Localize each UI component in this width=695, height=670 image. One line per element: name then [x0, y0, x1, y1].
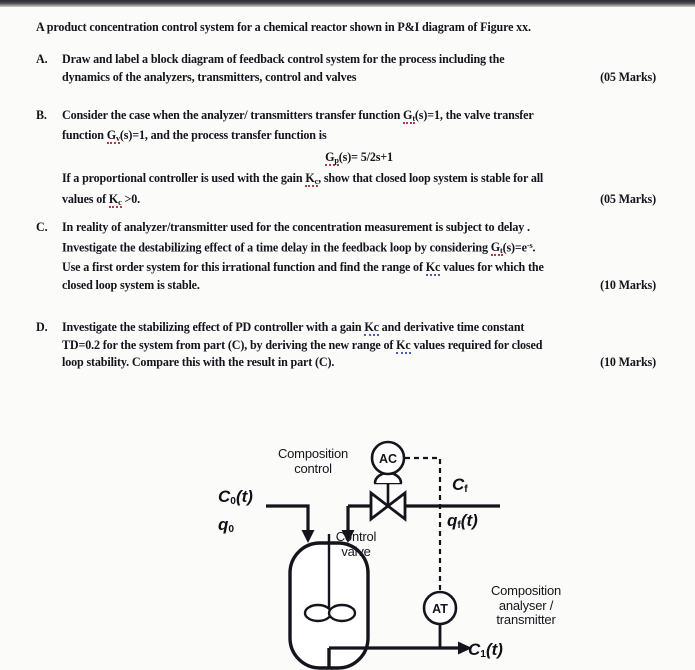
var-c1-subscript: 1	[480, 649, 486, 661]
gv-subscript: v	[115, 134, 120, 144]
question-label-c: C.	[36, 220, 48, 234]
var-qf-arg: (t)	[460, 511, 478, 530]
transfer-function-gv	[107, 128, 120, 144]
question-c-line4: closed loop system is stable.	[62, 277, 200, 292]
question-b-line4-post: >0.	[121, 191, 141, 206]
question-b-line1-pre: Consider the case when the analyzer/ transmitters transfer function	[62, 108, 404, 122]
question-d-line3: loop stability. Compare this with the result in part (C).	[62, 355, 335, 369]
feed-inlet-pipe	[266, 506, 308, 530]
variable-qf	[447, 511, 478, 531]
kc-symbol-2: K	[108, 191, 119, 206]
question-b-marks: (05 Marks)	[600, 191, 656, 206]
label-control-valve	[306, 530, 406, 559]
gain-kc-b1	[305, 171, 318, 187]
gp-subscript: p	[334, 155, 339, 165]
scan-top-band	[0, 0, 695, 7]
var-c1-symbol: C	[468, 640, 481, 659]
intro-figure-ref: xx.	[516, 20, 531, 34]
pi-diagram	[200, 427, 695, 670]
controller-signal-line	[405, 458, 440, 595]
label-analyser-line1: Composition	[490, 583, 562, 598]
control-valve-body-right	[388, 493, 405, 519]
gt-symbol: G	[403, 108, 413, 122]
gp-symbol: G	[325, 149, 335, 164]
label-composition-control-line1: Composition	[277, 446, 349, 461]
kc-subscript-2: c	[118, 197, 122, 207]
document-page	[0, 7, 695, 663]
question-c-line2-pre: Investigate the destabilizing effect of a time delay in the feedback loop by considering	[62, 239, 491, 254]
question-body-c	[62, 219, 656, 294]
intro-paragraph	[36, 19, 676, 35]
question-b-line2-pre: function	[62, 128, 107, 143]
question-b-line4-pre: values of	[62, 191, 109, 206]
question-d-line1-pre: Investigate the stabilizing effect of PD controller with a gain	[62, 320, 365, 334]
label-composition-control	[248, 447, 378, 476]
label-composition-analyser	[456, 584, 596, 628]
gain-kc-c: Kc	[425, 260, 441, 275]
label-control-valve-line2: valve	[341, 543, 371, 559]
variable-cf	[452, 475, 468, 495]
kc-symbol: K	[305, 171, 315, 186]
question-item-b	[36, 107, 656, 211]
question-c-line2-post: (s)=e	[502, 239, 527, 254]
var-cf-subscript: f	[464, 484, 468, 496]
label-composition-control-line2: control	[294, 460, 332, 476]
gt-subscript: t	[412, 113, 415, 123]
var-cf-symbol: C	[452, 475, 465, 494]
question-item-d	[36, 319, 656, 372]
gv-symbol: G	[106, 128, 116, 143]
impeller-blade-left	[305, 605, 331, 621]
gain-kc-b2	[109, 192, 122, 208]
question-label-d: D.	[36, 320, 48, 334]
question-d-line1-post: and derivative time constant	[378, 320, 525, 334]
question-c-line3-pre: Use a first order system for this irrational function and find the range of	[62, 260, 426, 275]
var-c0-arg: (t)	[235, 487, 253, 506]
intro-text: A product concentration control system for a chemical reactor shown in P&I diagram of Figure	[36, 20, 517, 34]
question-label-a: A.	[36, 52, 48, 66]
question-b-line1-post: (s)=1, the valve transfer	[414, 108, 534, 122]
question-c-line1: In reality of analyzer/transmitter used for the concentration measurement is subject to delay .	[62, 220, 530, 234]
question-c-line3-post: values for which the	[440, 260, 544, 275]
var-q0-subscript: 0	[228, 524, 235, 536]
var-qf-symbol: q	[447, 511, 458, 530]
question-c-line2-end: .	[532, 239, 536, 254]
impeller-blade-right	[329, 605, 355, 621]
question-a-line2: dynamics of the analyzers, transmitters, control and valves	[62, 69, 357, 84]
transfer-function-gt	[403, 108, 415, 124]
question-b-line3-pre: If a proportional controller is used with the gain	[62, 171, 306, 186]
question-item-a	[36, 51, 656, 86]
kc-subscript: c	[314, 177, 319, 187]
question-d-marks: (10 Marks)	[600, 355, 656, 369]
variable-q0	[218, 515, 234, 535]
process-transfer-function-formula	[62, 149, 656, 169]
var-c1-arg: (t)	[485, 640, 503, 659]
variable-c0	[218, 487, 253, 507]
gain-kc-d1: Kc	[364, 320, 379, 334]
question-b-line2-post: (s)=1, and the process transfer function is	[119, 128, 327, 143]
var-q0-symbol: q	[218, 515, 229, 534]
gp-group	[325, 150, 339, 166]
variable-c1	[468, 640, 503, 660]
transfer-function-gt-delay	[491, 240, 503, 256]
gp-expression: (s)= 5/2s+1	[338, 149, 393, 164]
question-d-line2-post: values required for closed	[410, 337, 543, 352]
control-valve-body-left	[371, 493, 388, 519]
question-body-d	[62, 319, 656, 372]
question-c-marks: (10 Marks)	[600, 277, 656, 292]
gt-delay-symbol: G	[490, 239, 500, 254]
var-c0-subscript: 0	[230, 496, 236, 508]
gt-delay-subscript: t	[499, 245, 503, 255]
question-d-line2-pre: TD=0.2 for the system from part (C), by deriving the new range of	[62, 337, 397, 352]
gt-delay-exponent: -s	[526, 240, 533, 250]
label-analyser-line3: transmitter	[496, 612, 556, 627]
question-item-c	[36, 219, 656, 294]
var-qf-subscript: f	[457, 520, 461, 532]
controller-bubble-label: AC	[378, 452, 398, 466]
transmitter-bubble-label: AT	[432, 602, 448, 616]
question-body-b	[62, 107, 656, 211]
question-body-a	[62, 51, 656, 86]
label-analyser-line2: analyser /	[498, 597, 554, 613]
question-a-line1: Draw and label a block diagram of feedback control system for the process including the	[62, 52, 505, 66]
question-a-marks: (05 Marks)	[600, 69, 656, 84]
label-control-valve-line1: Control	[335, 529, 377, 544]
gain-kc-d2: Kc	[396, 337, 411, 352]
question-label-b: B.	[36, 108, 47, 122]
var-c0-symbol: C	[218, 487, 231, 506]
question-b-line3-post: , show that closed loop system is stable for all	[318, 171, 544, 186]
